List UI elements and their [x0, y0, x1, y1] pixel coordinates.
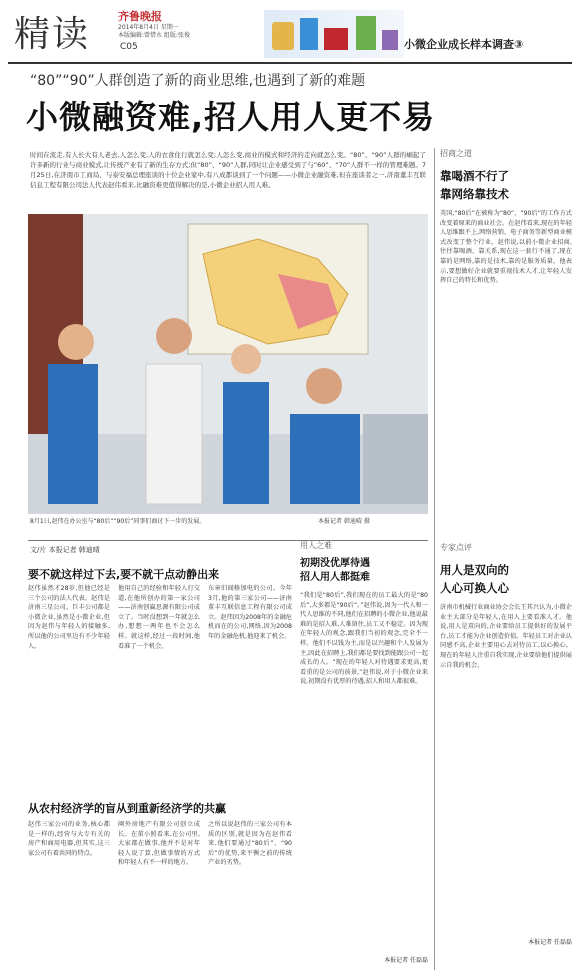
date-line: [118, 24, 218, 40]
section-title: 精读: [14, 14, 91, 55]
series-title: 小微企业成长样本调查③: [404, 38, 524, 51]
right-bottom-credit: 本报记者 任磊磊: [528, 939, 572, 946]
subheading-2: 从农村经济学的盲从到重新经济学的共赢: [28, 802, 226, 815]
right-top-title-line2: 靠网络靠技术: [440, 187, 509, 201]
byline: 文/片 本报记者 韩迪晴: [30, 546, 100, 554]
body-column-2: 他用自己的经验和年轻人打交道,在他所创办的第一家公司——济南创赢思源有限公司成立了。当时没想到一年就怎么办,想想一两年也不会怎么样。就这样,经过一段时间,他看准了一个机会。: [118, 585, 200, 650]
body-column-4: 赵伟三家公司的业务,核心都是一样的,经营与大专有关的房产和商用电器,但其实,这三家公司有着共同的特点。: [28, 821, 110, 857]
lead-paragraph: 时间在流走,有人长大有人老去,人怎么变,人的衣食住行就怎么变;人怎么变,商业的模式和经济的走向就怎么变。“80”、“90”人群的崛起了许多新的行业与商业模式,让传统产业有了新的生存方式;但“80”、“90”人群,同时让企业感受到了与“60”、“70”人群不一样的管理难题。7月25日,在济南市工商局、与泰安福总理座谈的十位企业家中,有八成都谈到了一个问题——小微企业融资难,但在座谈者之一,济南董丰互联信息工程有限公司法人代表赵伟看来,比融资难更值得解决的是,小微企业招人用人难。: [30, 151, 426, 189]
sidebar-body: “我们是“80后”,我们现在的员工最大的是“80后”,大多都是“90后”。”赵伟说,因为一代人和一代人思维的不同,他们在招聘的小微企业,他说最难的是招人难,人难留住,员工又不稳定。因为现在年轻人的观念,跟我们当初的观念,完全不一样。他们不以钱为主,而是以兴趣和个人发展为主,因此在招聘上,我们都是要找到能跟公司一起成长的人。“现在的年轻人对待遇要求更高,更看重的是公司的前景,”赵伟说,对于小微企业来说,初期没有优厚的待遇,招人和用人都很难。: [300, 592, 428, 686]
subheading-1: 要不就这样过下去,要不就干点动静出来: [28, 568, 220, 581]
photo-credit: 本报记者 韩迪晴 摄: [318, 518, 370, 525]
right-bottom-body: 济南市机械行业商业协会会长王其兴认为,小微企业主大部分是年轻人,在用人上要看准人才。他说,用人是双向的,企业要给员工提供好的发展平台,员工才能为企业创造价值。年轻员工对企业认同感不高,企业主要用心去对待员工,以心换心。现在的年轻人注重自我实现,企业要给他们提供展示自我的机会。: [440, 604, 572, 669]
right-top-tag: 招商之道: [440, 149, 472, 158]
newspaper-brand: 齐鲁晚报: [118, 10, 162, 23]
right-column-top: [440, 148, 572, 536]
page-code: C05: [120, 42, 138, 52]
column-divider: [434, 148, 435, 970]
right-bottom-title-line1: 用人是双向的: [440, 563, 509, 577]
sidebar-recruiting: [300, 540, 428, 964]
series-banner-illustration: [264, 10, 404, 58]
sidebar-tag: 用人之难: [300, 541, 332, 550]
news-photo: [28, 214, 428, 514]
sidebar-title-line2: 招人用人都挺难: [300, 572, 370, 583]
right-top-body: 英国,“80后”在被称为“80”、“90后”的工作方式改变着原来的商业社会。在赵伟看来,现在的年轻人思维跟不上,网络营销、电子商务等新型商业模式改变了整个行业。赵伟说,以前小微企业招商,往往靠喝酒、靠关系,现在这一套行不通了,现在靠的是网络,靠的是技术,靠的是服务质量。他表示,要想做好企业就要重视技术人才,让年轻人发挥自己的特长和优势。: [440, 210, 572, 285]
right-bottom-title-line2: 人心可换人心: [440, 581, 509, 595]
caption-text: 8月1日,赵伟在办公室与“80后”“90后”同事们商讨下一步的发展。: [30, 518, 206, 525]
header-rule: [8, 62, 572, 64]
issue-date: 2014年8月4日 星期一: [118, 24, 179, 31]
kicker: “80”“90”人群创造了新的商业思维,也遇到了新的难题: [30, 73, 366, 89]
headline: 小微融资难,招人用人更不易: [26, 98, 436, 136]
right-bottom-tag: 专家点评: [440, 543, 472, 552]
right-column-bottom: [440, 542, 572, 972]
body-column-3: 东章旧闻修加电的公司。今年3月,他的第三家公司——济南董丰互联信息工程有限公司成立。赵伟因为2008年的金融危机而在的公司,网络,因为2008年的金融危机,他迎来了机会。: [208, 585, 292, 640]
sidebar-title-line1: 初期没优厚待遇: [300, 558, 370, 569]
body-column-6: 之所以说赵伟的三家公司有本质的区别,就是因为在赵伟看来,他们要通过“80后”、“90后”的优势,来平衡之前的传统产业的劣势。: [208, 821, 292, 867]
editor-line: 本版编辑:曾惜水 组版:张俊: [118, 32, 190, 39]
photo-illustration: [28, 214, 428, 514]
sidebar-credit: 本报记者 任磊磊: [384, 957, 428, 964]
body-column-1: 赵伟虽然才28岁,但他已经是三个公司的法人代表。赵伟是济南三星公司、巨丰公司都是小微企业,虽然是小微企业,但因为赵伟与年轻人的接触多,所以他的公司里边有不少年轻人。: [28, 585, 110, 650]
right-top-title-line1: 靠喝酒不行了: [440, 169, 509, 183]
body-column-5: 阐外房地产有限公司创立成长。在董小照看来,在公司里,大家都在做事,他并不是对年轻人说了算,但做事情的方式和年轻人有不一样的地方。: [118, 821, 200, 867]
